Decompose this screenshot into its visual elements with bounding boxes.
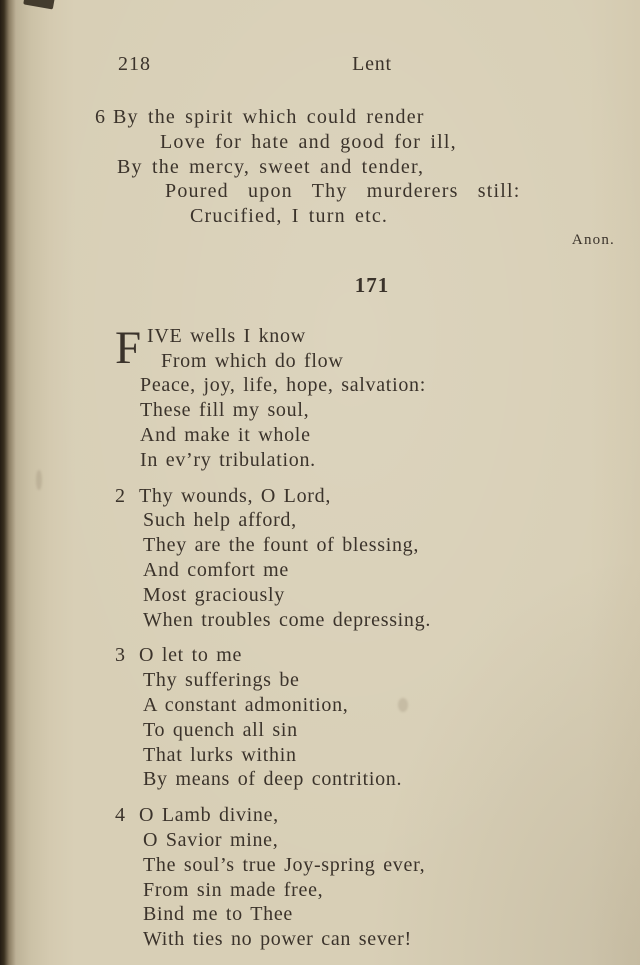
verse-number: 6 bbox=[95, 106, 107, 128]
hymn-number: 171 bbox=[354, 272, 390, 297]
verse-line: By the mercy, sweet and tender, bbox=[117, 155, 425, 178]
verse-line: In ev’ry tribulation. bbox=[140, 448, 316, 471]
verse-line bbox=[95, 105, 615, 130]
verse-line: Bind me to Thee bbox=[143, 903, 293, 926]
verse-line bbox=[115, 643, 615, 668]
verse-number: 4 bbox=[115, 804, 126, 827]
hymn-verse-3 bbox=[115, 643, 615, 792]
verse-line: When troubles come depressing. bbox=[143, 608, 432, 631]
verse-line: And comfort me bbox=[143, 558, 289, 581]
verse-line: The soul’s true Joy-spring ever, bbox=[143, 853, 426, 876]
verse-line: From sin made free, bbox=[143, 878, 324, 901]
verse-line: These fill my soul, bbox=[140, 399, 310, 422]
verse-number: 2 bbox=[115, 484, 126, 507]
verse-line-text: O let to me bbox=[139, 644, 243, 667]
page-header bbox=[95, 52, 615, 77]
verse-line: Poured upon Thy murderers still: bbox=[165, 180, 521, 203]
verse-line: Peace, joy, life, hope, salvation: bbox=[140, 374, 426, 397]
hymn-verse-4 bbox=[115, 803, 615, 952]
drop-cap: F bbox=[115, 321, 142, 374]
hymn-verse-1 bbox=[115, 321, 615, 473]
hymn-verse-2 bbox=[115, 484, 615, 633]
verse-number: 3 bbox=[115, 644, 126, 667]
verse-line: By means of deep contrition. bbox=[143, 768, 403, 791]
section-title: Lent bbox=[352, 53, 392, 75]
verse-line: From which do flow bbox=[161, 349, 344, 372]
verse-line bbox=[115, 484, 615, 509]
verse-line: IVE wells I know bbox=[147, 324, 306, 347]
verse-line: And make it whole bbox=[140, 423, 311, 446]
verse-line: Thy sufferings be bbox=[143, 669, 300, 692]
continuation-verse bbox=[95, 105, 615, 229]
verse-line: Most graciously bbox=[143, 583, 285, 606]
verse-line: Love for hate and good for ill, bbox=[160, 130, 457, 153]
page-number: 218 bbox=[118, 53, 151, 75]
verse-line: Such help afford, bbox=[143, 509, 297, 532]
verse-line: That lurks within bbox=[143, 743, 297, 766]
verse-line: They are the fount of blessing, bbox=[143, 534, 420, 557]
verse-line: O Savior mine, bbox=[143, 828, 279, 851]
verse-line-text: By the spirit which could render bbox=[113, 106, 425, 128]
verse-line: To quench all sin bbox=[143, 718, 298, 741]
author-attribution: Anon. bbox=[571, 231, 615, 248]
verse-line: With ties no power can sever! bbox=[143, 928, 412, 951]
verse-line: A constant admonition, bbox=[143, 693, 349, 716]
verse-line: Crucified, I turn etc. bbox=[190, 205, 389, 228]
verse-line-text: Thy wounds, O Lord, bbox=[139, 484, 332, 507]
verse-line bbox=[115, 803, 615, 828]
verse-line-text: O Lamb divine, bbox=[139, 804, 279, 827]
